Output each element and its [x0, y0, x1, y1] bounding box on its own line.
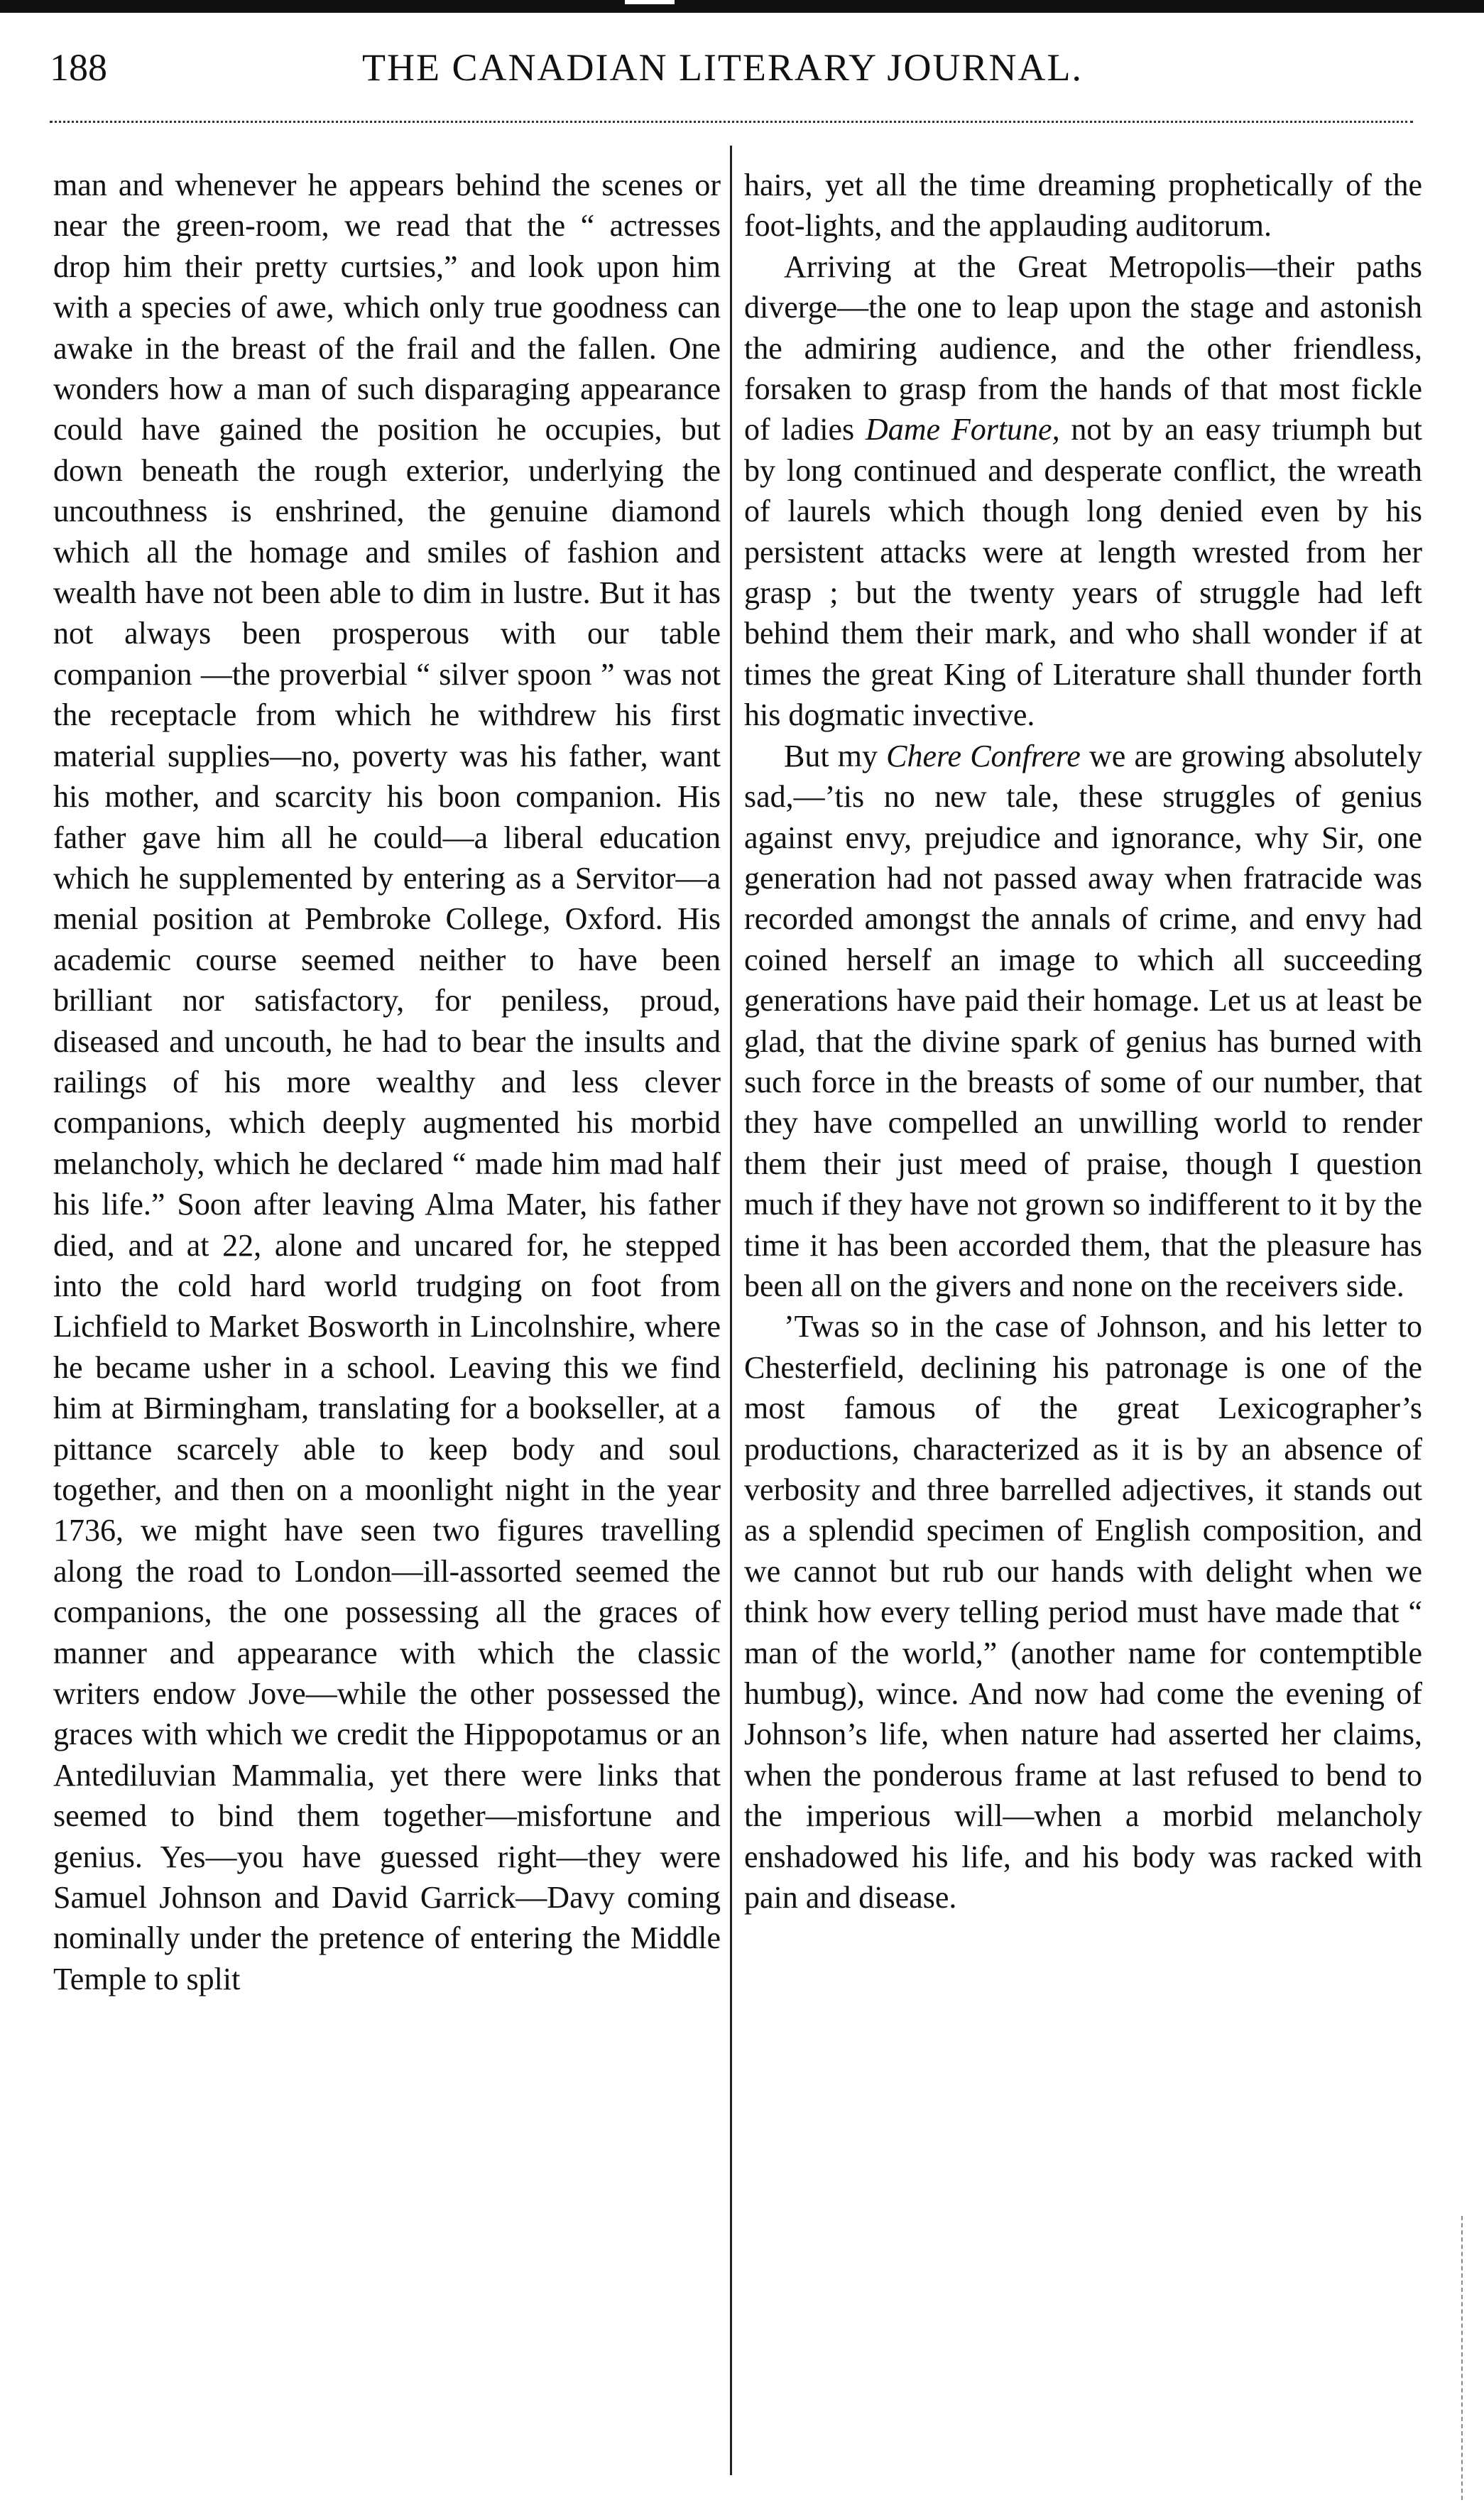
right-paragraph-2-rest: not by an easy triumph but by long continued and desperate conflict, the wreath of laurels which though long denied even by his persistent attacks were at length wrested from her grasp ; but the twenty years of struggle had left behind them their mark, and who shall wonder if at times the great King of Literature shall thunder forth his dogmatic invective.: [744, 412, 1422, 733]
right-paragraph-2: [744, 246, 1422, 736]
right-paragraph-4: ’Twas so in the case of Johnson, and his letter to Chesterfield, declining his patronage is one of the most famous of the great Lexicographer’s productions, characterized as it is by an absence of verbosity and three barrelled adjectives, it stands out as a splendid specimen of English composition, and we cannot but rub our hands with delight when we think how every telling period must have made that “ man of the world,” (another name for contemptible humbug), wince. And now had come the evening of Johnson’s life, when nature had asserted her claims, when the ponderous frame at last refused to bend to the imperious will—when a morbid melancholy enshadowed his life, and his body was racked with pain and disease.: [744, 1309, 1422, 1916]
right-paragraph-3-lead: But my: [784, 738, 887, 773]
page-header: [50, 39, 1399, 96]
right-paragraph-3-rest: we are growing absolutely sad,—’tis no new tale, these struggles of genius against envy, prejudice and ignorance, why Sir, one generation had not passed away when fratracide was recorded amongst the annals of crime, and envy had coined herself an image to which all succeeding generations have paid their homage. Let us at least be glad, that the divine spark of genius has burned with such force in the breasts of some of our number, that they have compelled an unwilling world to render them their just meed of praise, though I question much if they have not grown so indifferent to it by the time it has been accorded them, that the pleasure has been all on the givers and none on the receivers side.: [744, 738, 1422, 1303]
right-column: [744, 165, 1422, 2480]
left-paragraph-1: man and whenever he appears behind the scenes or near the green-room, we read that the “ actresses drop him their pretty curtsies,” and look upon him with a species of awe, which only true goodness can awake in the breast of the frail and the fallen. One wonders how a man of such disparaging appearance could have gained the position he occupies, but down beneath the rough exterior, underlying the uncouthness is enshrined, the genuine diamond which all the homage and smiles of fashion and wealth have not been able to dim in lustre. But it has not always been prosperous with our table companion —the proverbial “ silver spoon ” was not the receptacle from which he withdrew his first material supplies—no, poverty was his father, want his mother, and scarcity his boon companion. His father gave him all he could—a liberal education which he supplemented by entering as a Servitor—a menial position at Pembroke College, Oxford. His academic course seemed neither to have been brilliant nor satisfactory, for peniless, proud, diseased and uncouth, he had to bear the insults and railings of his more wealthy and less clever companions, which deeply augmented his morbid melancholy, which he declared “ made him mad half his life.” Soon after leaving Alma Mater, his father died, and at 22, alone and uncared for, he stepped into the cold hard world trudging on foot from Lichfield to Market Bosworth in Lincolnshire, where he became usher in a school. Leaving this we find him at Birmingham, translating for a bookseller, at a pittance scarcely able to keep body and soul together, and then on a moonlight night in the year 1736, we might have seen two figures travelling along the road to London—ill-assorted seemed the companions, the one possessing all the graces of manner and appearance with which the classic writers endow Jove—while the other possessed the graces with which we credit the Hippopotamus or an Antediluvian Mammalia, yet there were links that seemed to bind them together—misfortune and genius. Yes—you have guessed right—they were Samuel Johnson and David Garrick—Davy coming nominally under the pretence of entering the Middle Temple to split: [53, 168, 721, 1996]
right-paragraph-3: [744, 736, 1422, 1307]
left-column: [53, 165, 721, 2480]
running-title: THE CANADIAN LITERARY JOURNAL.: [362, 46, 1083, 89]
page-edge-mark: [1461, 2216, 1463, 2500]
header-rule: [50, 121, 1413, 123]
top-border-rule: [0, 0, 1484, 13]
page-number: 188: [50, 46, 107, 89]
right-paragraph-3-italic: Chere Confrere: [886, 738, 1081, 773]
right-paragraph-2-text: Arriving at the Great Metropolis—their paths diverge—the one to leap upon the stage and astonish the admiring audience, and the other friendless, forsaken to grasp from the hands of that most fickle of ladies: [744, 249, 1422, 447]
top-border-gap: [625, 0, 675, 4]
column-divider: [730, 146, 732, 2475]
right-paragraph-2-italic: Dame Fortune,: [865, 412, 1060, 447]
right-paragraph-1: hairs, yet all the time dreaming prophetically of the foot-lights, and the applauding auditorum.: [744, 168, 1422, 244]
